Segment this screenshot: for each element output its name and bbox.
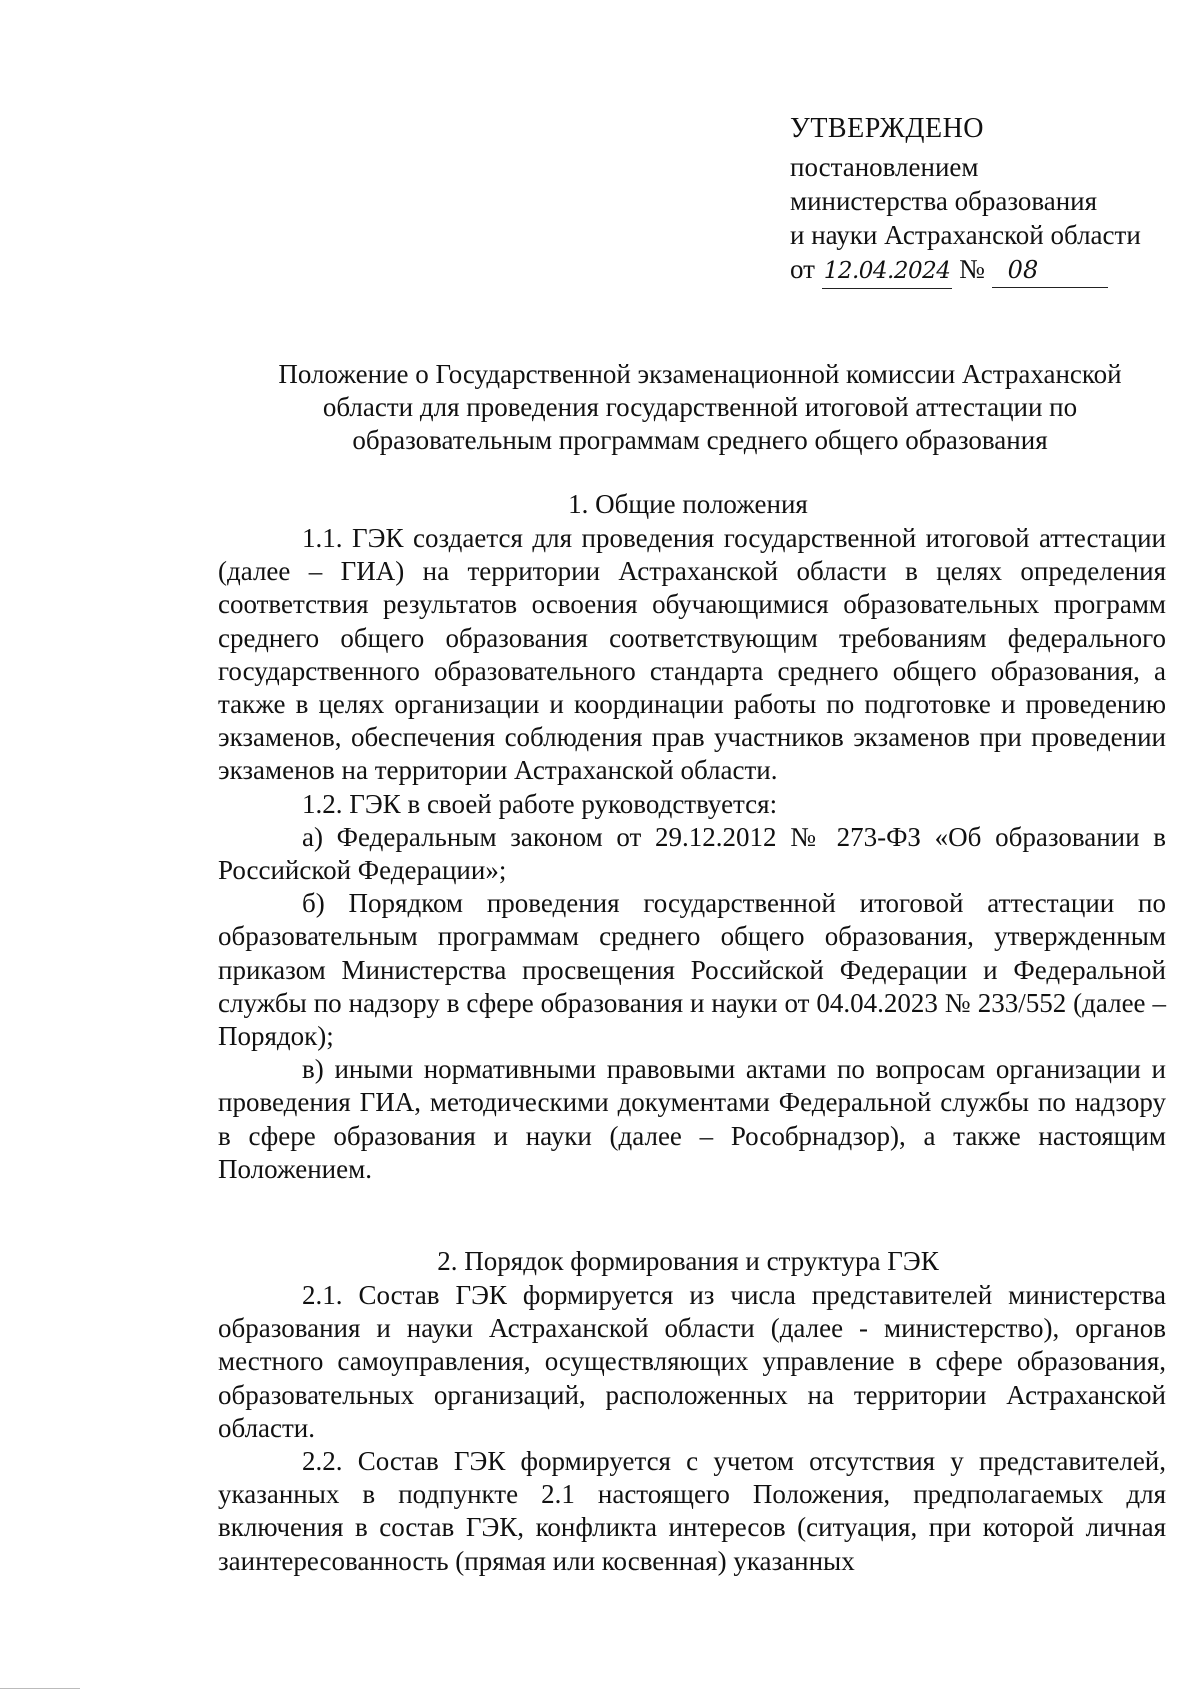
paragraph-1-2-b: б) Порядком проведения государственной итоговой аттестации по образовательным программам среднего общего образования, утвержденным приказом Министерства просвещения Российской Федерации и Федеральной службы по надзору в сфере образования и науки от 04.04.2023 № 233/552 (далее – Порядок); [218, 888, 1166, 1052]
handwritten-date: 12.04.2024 [822, 254, 953, 289]
section-2-heading: 2. Порядок формирования и структура ГЭК [437, 1246, 939, 1276]
paragraph-2-1: 2.1. Состав ГЭК формируется из числа представителей министерства образования и науки Астраханской области (далее - министерство), органов местного самоуправления, осуществляющих управление в сфере образования, образовательных организаций, расположенных на территории Астраханской области. [218, 1280, 1166, 1443]
date-prefix: от [790, 254, 815, 284]
approval-line-2: министерства образования [790, 186, 1098, 216]
section-2-body [218, 1279, 1166, 1578]
paragraph-1-2-c: в) иными нормативными правовыми актами по вопросам организации и проведения ГИА, методическими документами Федеральной службы по надзору в сфере образования и науки (далее – Рособрнадзор), а также настоящим Положением. [218, 1054, 1166, 1184]
document-title: Положение о Государственной экзаменационной комиссии Астраханской области для проведения государственной итоговой аттестации по образовательным программам среднего общего образования [278, 359, 1122, 455]
approval-date-line [790, 252, 1170, 289]
handwritten-number: 08 [992, 253, 1108, 288]
scan-edge-mark [0, 1688, 80, 1689]
paragraph-1-2: 1.2. ГЭК в своей работе руководствуется: [302, 788, 778, 819]
number-sign: № [959, 254, 985, 284]
approval-line-1: постановлением [790, 152, 979, 182]
approval-heading: УТВЕРЖДЕНО [790, 113, 985, 144]
approval-line-3: и науки Астраханской области [790, 220, 1141, 250]
section-1-heading: 1. Общие положения [568, 489, 808, 519]
paragraph-1-2-a: а) Федеральным законом от 29.12.2012 № 273-ФЗ «Об образовании в Российской Федерации»; [218, 821, 1166, 886]
section-1-body [218, 522, 1166, 1186]
approval-block [790, 112, 1170, 289]
paragraph-2-2: 2.2. Состав ГЭК формируется с учетом отсутствия у представителей, указанных в подпункте 2.1 настоящего Положения, предполагаемых для включения в состав ГЭК, конфликта интересов (ситуация, при которой личная заинтересованность (прямая или косвенная) указанных [218, 1446, 1166, 1576]
paragraph-1-1: 1.1. ГЭК создается для проведения государственной итоговой аттестации (далее – ГИА) на территории Астраханской области в целях определения соответствия результатов освоения обучающимися образовательных программ среднего общего образования соответствующим требованиям федерального государственного образовательного стандарта среднего общего образования, а также в целях организации и координации работы по подготовке и проведению экзаменов, обеспечения соблюдения прав участников экзаменов при проведении экзаменов на территории Астраханской области. [218, 523, 1166, 786]
